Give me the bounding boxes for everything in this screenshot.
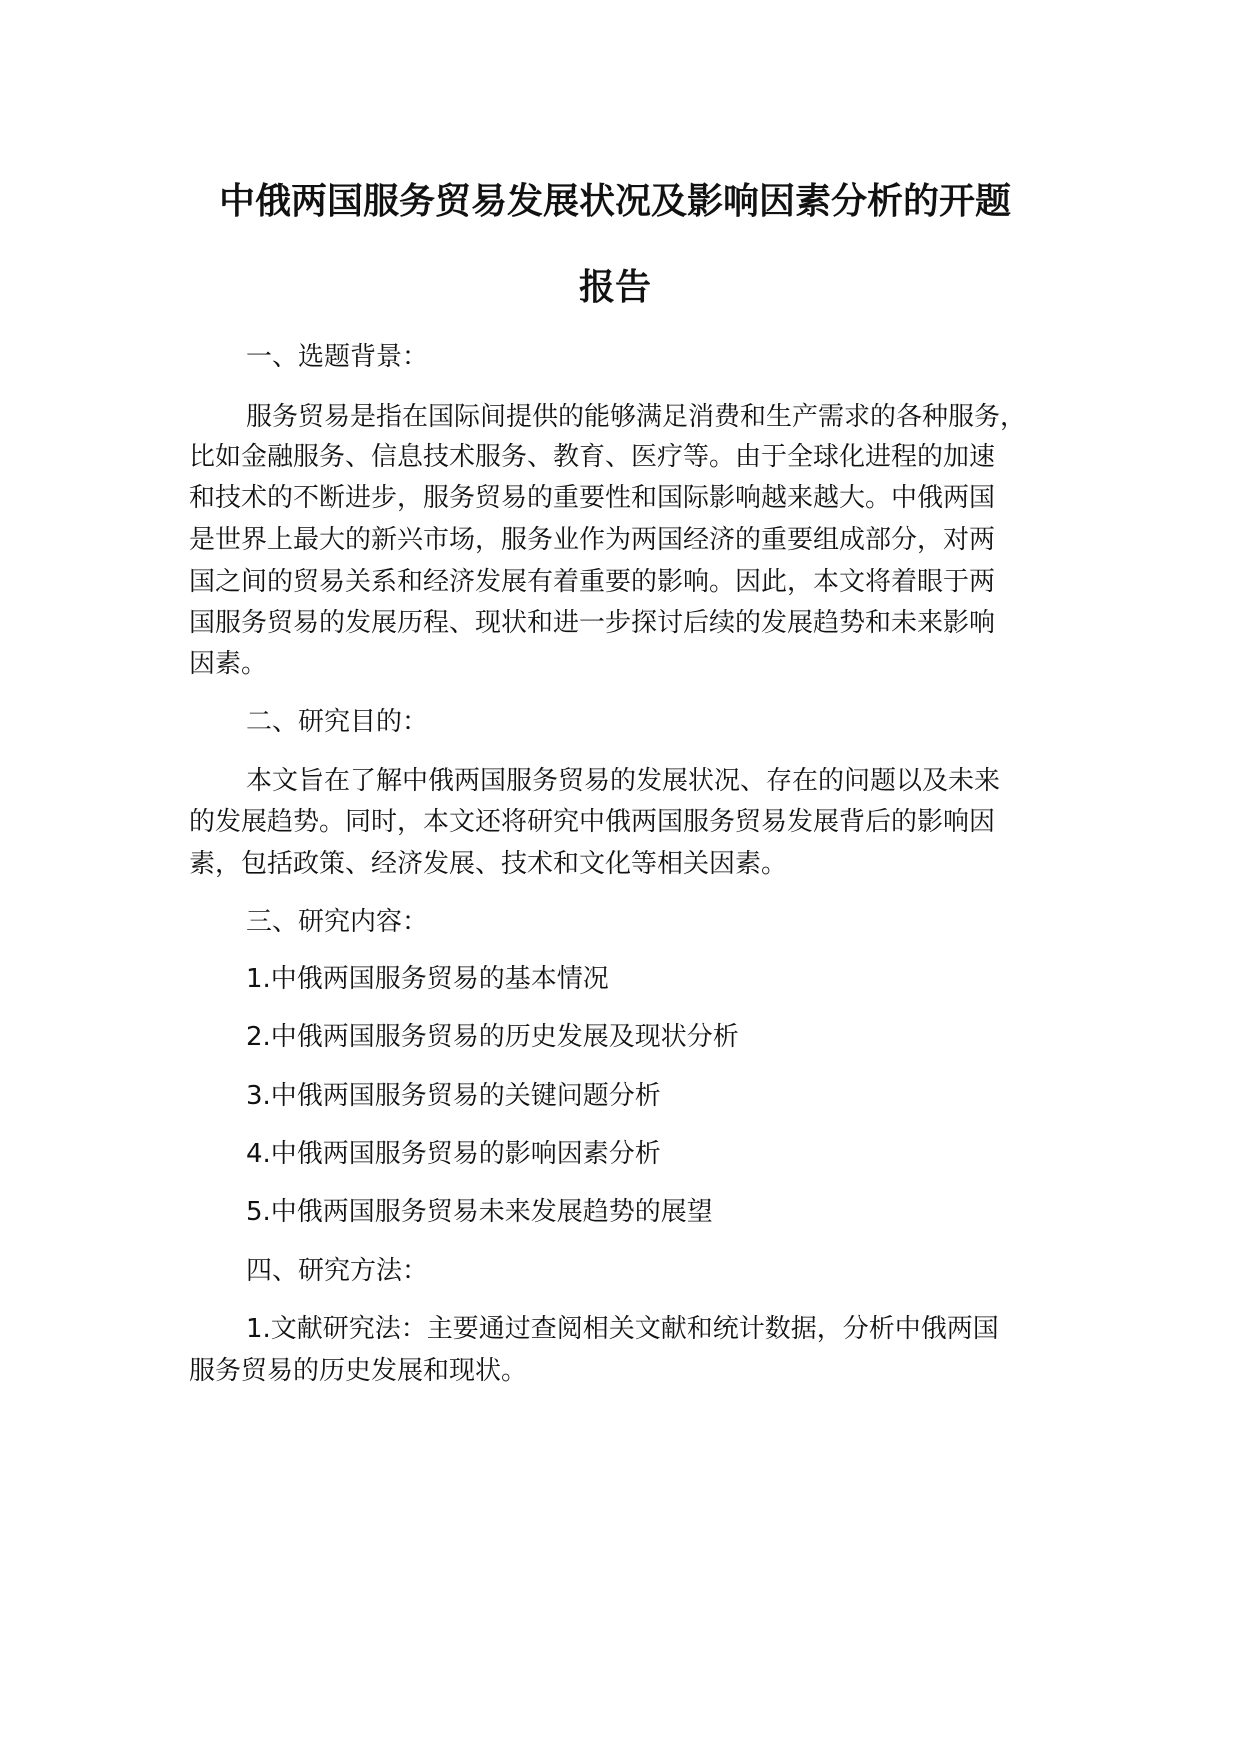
list-item: 4.中俄两国服务贸易的影响因素分析: [246, 1139, 661, 1169]
paragraph-line: 素，包括政策、经济发展、技术和文化等相关因素。: [189, 849, 788, 879]
document-title-line-1: 中俄两国服务贸易发展状况及影响因素分析的开题: [218, 181, 1011, 222]
paragraph-line: 和技术的不断进步，服务贸易的重要性和国际影响越来越大。中俄两国: [189, 483, 996, 513]
paragraph-line: 的发展趋势。同时，本文还将研究中俄两国服务贸易发展背后的影响因: [189, 807, 996, 837]
list-item: 3.中俄两国服务贸易的关键问题分析: [246, 1081, 661, 1111]
paragraph-line: 比如金融服务、信息技术服务、教育、医疗等。由于全球化进程的加速: [189, 442, 996, 472]
paragraph-line: 国之间的贸易关系和经济发展有着重要的影响。因此，本文将着眼于两: [189, 567, 996, 597]
list-item: 1.中俄两国服务贸易的基本情况: [246, 964, 609, 994]
section-heading-content: 三、研究内容：: [246, 907, 429, 937]
paragraph-line: 是世界上最大的新兴市场，服务业作为两国经济的重要组成部分，对两: [189, 525, 996, 555]
document-title-line-2: 报告: [578, 267, 651, 308]
paragraph-line: 服务贸易的历史发展和现状。: [189, 1356, 528, 1386]
section-heading-methods: 四、研究方法：: [246, 1256, 429, 1286]
section-heading-purpose: 二、研究目的：: [246, 707, 429, 737]
list-item: 2.中俄两国服务贸易的历史发展及现状分析: [246, 1022, 739, 1052]
paragraph-line: 本文旨在了解中俄两国服务贸易的发展状况、存在的问题以及未来: [246, 766, 1001, 796]
paragraph-line: 服务贸易是指在国际间提供的能够满足消费和生产需求的各种服务，: [246, 402, 1027, 432]
section-heading-background: 一、选题背景：: [246, 342, 429, 372]
paragraph-line: 1.文献研究法：主要通过查阅相关文献和统计数据，分析中俄两国: [246, 1314, 999, 1344]
paragraph-line: 因素。: [189, 649, 268, 679]
list-item: 5.中俄两国服务贸易未来发展趋势的展望: [246, 1197, 713, 1227]
paragraph-line: 国服务贸易的发展历程、现状和进一步探讨后续的发展趋势和未来影响: [189, 608, 996, 638]
